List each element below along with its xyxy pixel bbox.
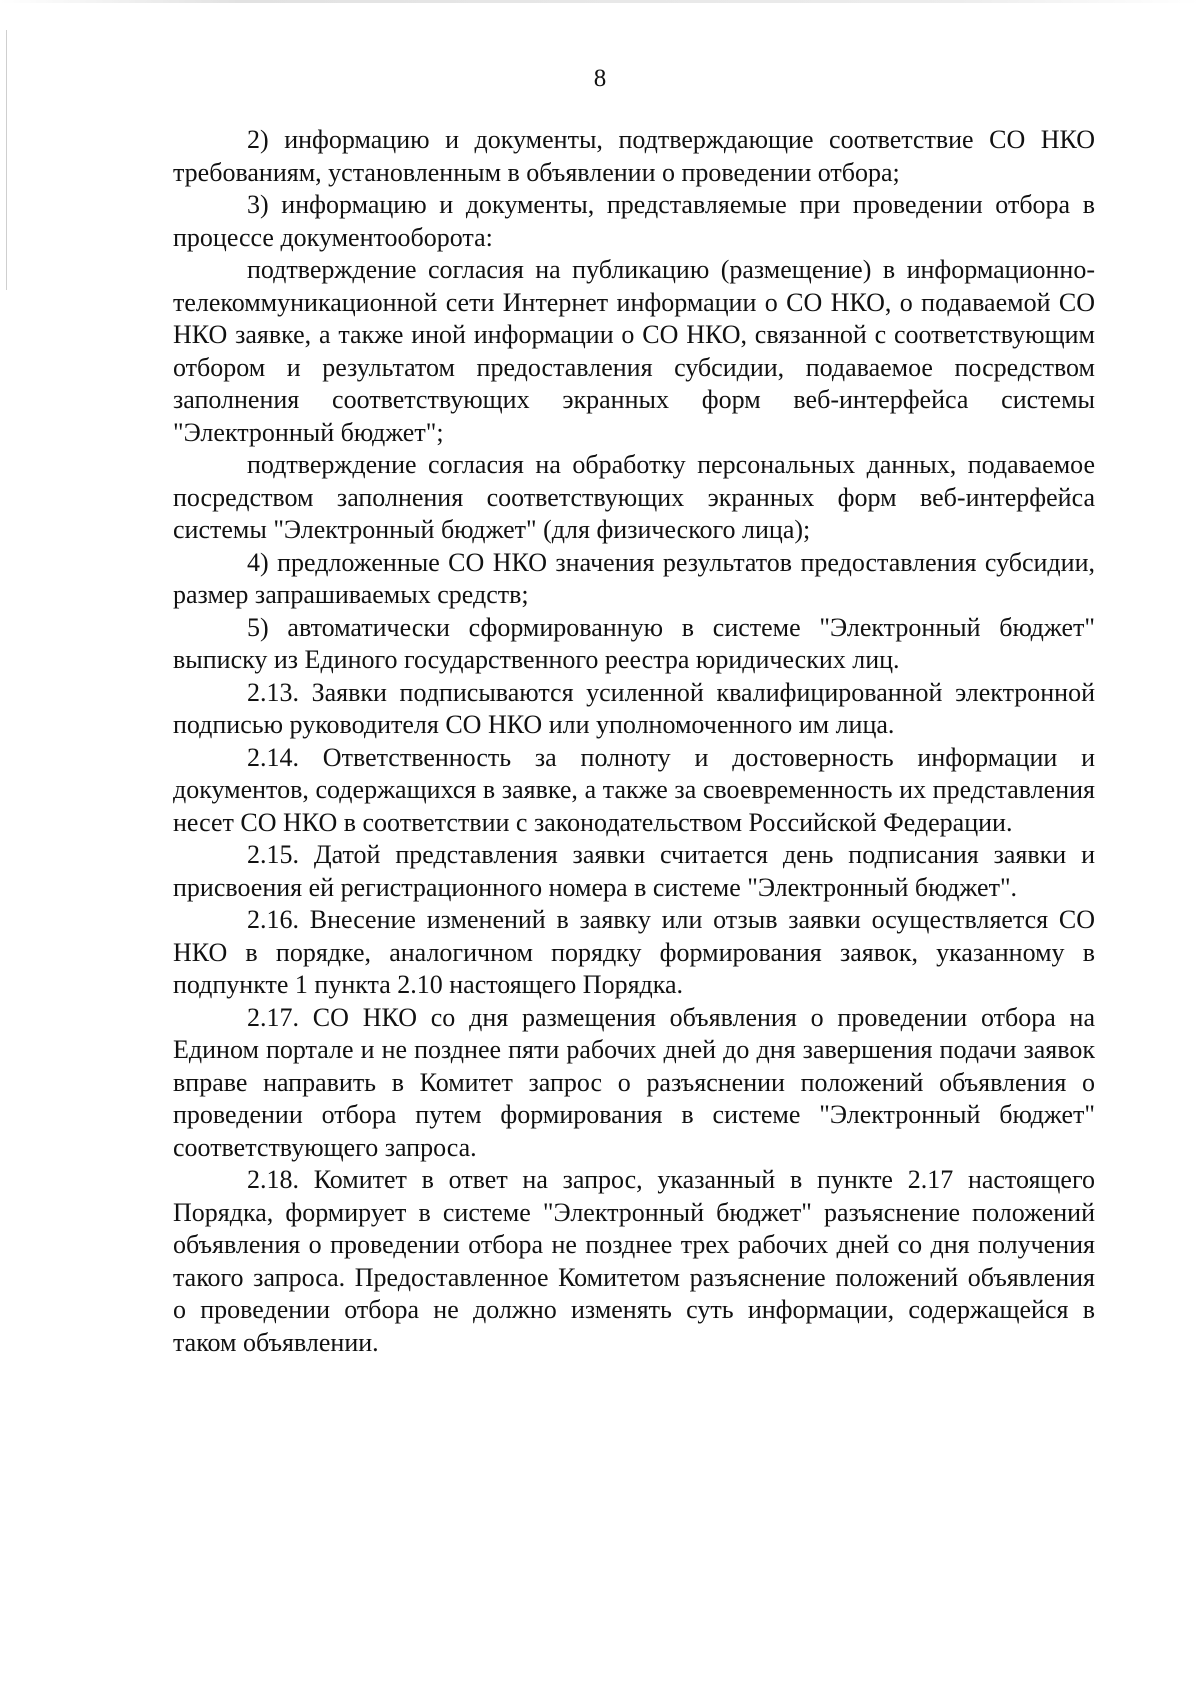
paragraph-2-15: 2.15. Датой представления заявки считается день подписания заявки и присвоения ей регистрационного номера в системе "Электронный бюджет". [173, 840, 1095, 902]
paragraph-2-13: 2.13. Заявки подписываются усиленной квалифицированной электронной подписью руководителя СО НКО или уполномоченного им лица. [173, 677, 1095, 739]
paragraph-2-18: 2.18. Комитет в ответ на запрос, указанный в пункте 2.17 настоящего Порядка, формирует в системе "Электронный бюджет" разъяснение положений объявления о проведении отбора не позднее трех рабочих дней со дня получения такого запроса. Предоставленное Комитетом разъяснение положений объявления о проведении отбора не должно изменять суть информации, содержащейся в таком объявлении. [173, 1165, 1095, 1357]
paragraph-item-3: 3) информацию и документы, представляемые при проведении отбора в процессе документооборота: [173, 190, 1095, 252]
page-number: 8 [593, 65, 607, 92]
paragraph-personal-data-consent: подтверждение согласия на обработку персональных данных, подаваемое посредством заполнения соответствующих экранных форм веб-интерфейса системы "Электронный бюджет" (для физического лица); [173, 450, 1095, 544]
paragraph-item-4: 4) предложенные СО НКО значения результатов предоставления субсидии, размер запрашиваемых средств; [173, 547, 1095, 609]
paragraph-2-17: 2.17. СО НКО со дня размещения объявления о проведении отбора на Едином портале и не позднее пяти рабочих дней до дня завершения подачи заявок вправе направить в Комитет запрос о разъяснении положений объявления о проведении отбора путем формирования в системе "Электронный бюджет" соответствующего запроса. [173, 1002, 1095, 1162]
paragraph-item-2: 2) информацию и документы, подтверждающие соответствие СО НКО требованиям, установленным в объявлении о проведении отбора; [173, 125, 1095, 187]
paragraph-item-5: 5) автоматически сформированную в системе "Электронный бюджет" выписку из Единого государственного реестра юридических лиц. [173, 612, 1095, 674]
paragraph-publication-consent: подтверждение согласия на публикацию (размещение) в информационно-телекоммуникационной сети Интернет информации о СО НКО, о подаваемой СО НКО заявке, а также иной информации о СО НКО, связанной с соответствующим отбором и результатом предоставления субсидии, подаваемое посредством заполнения соответствующих экранных форм веб-интерфейса системы "Электронный бюджет"; [173, 255, 1095, 447]
document-body [173, 124, 1095, 1359]
scan-top-edge [0, 0, 1200, 3]
paragraph-2-16: 2.16. Внесение изменений в заявку или отзыв заявки осуществляется СО НКО в порядке, аналогичном порядку формирования заявок, указанному в подпункте 1 пункта 2.10 настоящего Порядка. [173, 905, 1095, 999]
paragraph-2-14: 2.14. Ответственность за полноту и достоверность информации и документов, содержащихся в заявке, а также за своевременность их представления несет СО НКО в соответствии с законодательством Российской Федерации. [173, 742, 1095, 837]
